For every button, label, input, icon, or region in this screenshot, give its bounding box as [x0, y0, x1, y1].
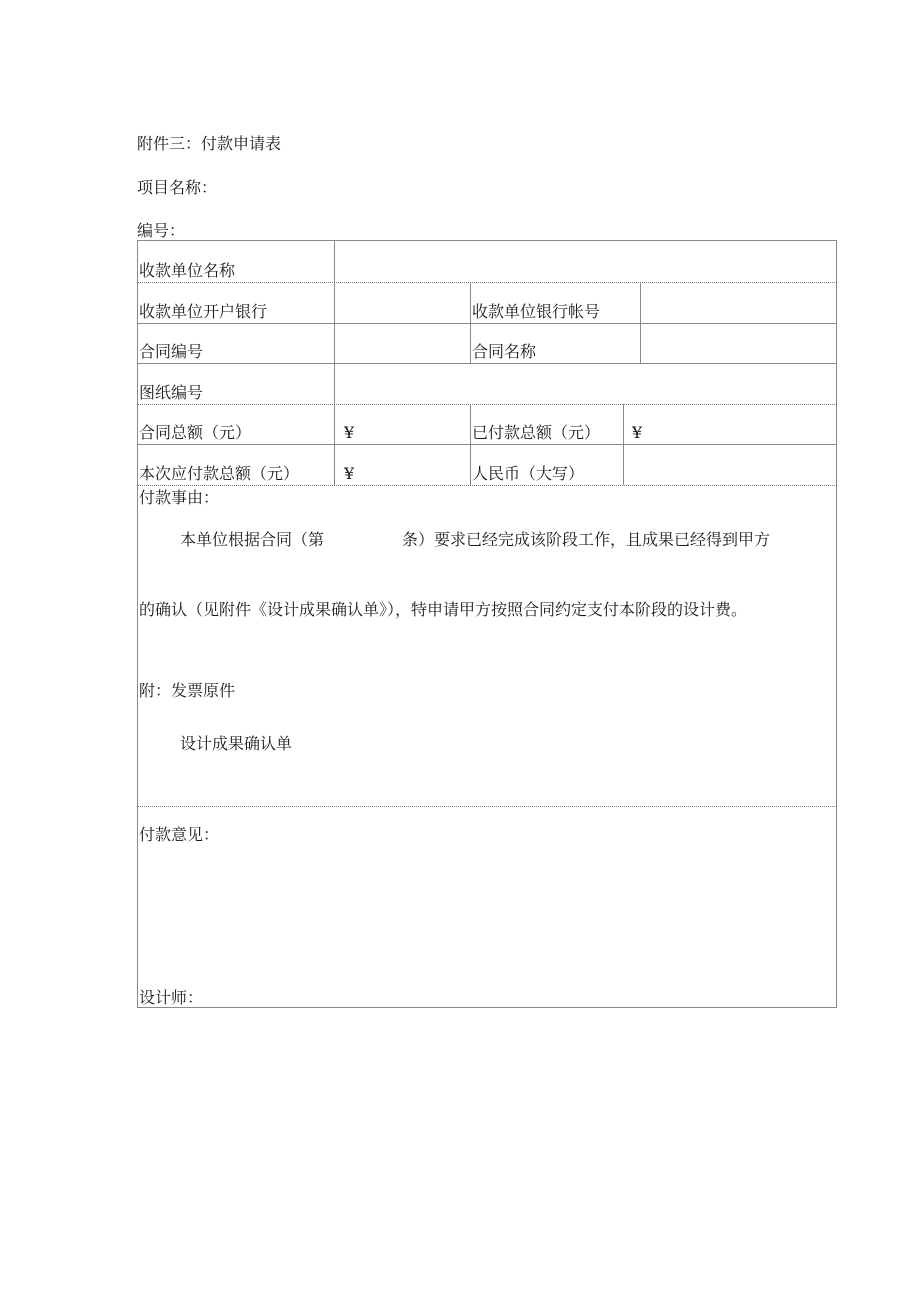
form-title: 附件三：付款申请表	[137, 134, 282, 153]
rmb-caps-field[interactable]	[625, 454, 834, 480]
reason-label: 付款事由：	[139, 488, 220, 507]
reason-text-part2: 条）要求已经完成该阶段工作，且成果已经得到甲方	[402, 530, 771, 549]
row-divider	[137, 485, 837, 486]
row-divider	[137, 404, 837, 405]
contract-no-field[interactable]	[336, 333, 468, 359]
paid-total-value[interactable]: ¥	[632, 423, 643, 442]
contract-total-label: 合同总额（元）	[139, 423, 252, 442]
contract-total-value[interactable]: ¥	[344, 423, 355, 442]
reason-text-line2: 的确认（见附件《设计成果确认单》），特申请甲方按照合同约定支付本阶段的设计费。	[139, 600, 748, 619]
row-divider	[137, 363, 837, 364]
section-divider	[137, 806, 837, 807]
column-divider	[623, 404, 624, 485]
due-total-label: 本次应付款总额（元）	[139, 464, 300, 483]
payee-account-label: 收款单位银行帐号	[472, 302, 601, 321]
contract-name-label: 合同名称	[472, 342, 537, 361]
contract-name-field[interactable]	[642, 333, 834, 359]
rmb-caps-label: 人民币（大写）	[472, 464, 585, 483]
payee-name-field[interactable]	[336, 252, 834, 278]
column-divider	[640, 282, 641, 363]
paid-total-label: 已付款总额（元）	[472, 423, 601, 442]
column-divider	[470, 282, 471, 363]
payee-name-label: 收款单位名称	[139, 261, 236, 280]
attachments-label: 附：发票原件	[139, 681, 236, 700]
column-divider	[334, 240, 335, 485]
number-label: 编号：	[137, 221, 186, 240]
drawing-no-field[interactable]	[336, 373, 834, 399]
project-name-label: 项目名称：	[137, 178, 218, 197]
payee-account-field[interactable]	[642, 292, 834, 318]
attachment-item: 设计成果确认单	[180, 734, 293, 753]
payee-bank-label: 收款单位开户银行	[139, 302, 268, 321]
row-divider	[137, 282, 837, 283]
payee-bank-field[interactable]	[336, 292, 468, 318]
designer-label: 设计师：	[139, 988, 204, 1007]
opinion-label: 付款意见：	[139, 825, 220, 844]
contract-no-label: 合同编号	[139, 342, 204, 361]
drawing-no-label: 图纸编号	[139, 383, 204, 402]
reason-text-part1: 本单位根据合同（第	[180, 530, 325, 549]
row-divider	[137, 323, 837, 324]
due-total-value[interactable]: ¥	[344, 464, 355, 483]
row-divider	[137, 444, 837, 445]
column-divider	[470, 404, 471, 485]
